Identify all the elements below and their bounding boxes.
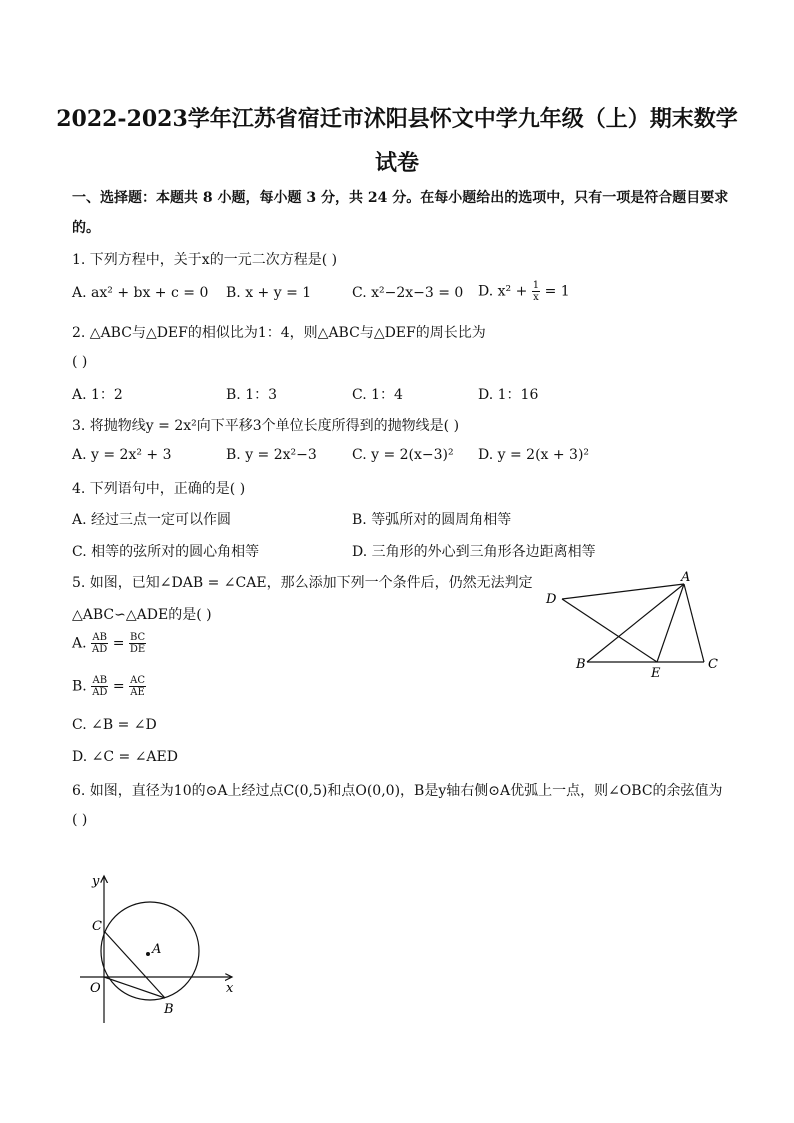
question-3-stem: 3. 将抛物线y = 2x²向下平移3个单位长度所得到的抛物线是( ) xyxy=(72,418,460,434)
q5-option-a-prefix: A. xyxy=(72,635,92,652)
q1-option-c: C. x²−2x−3 = 0 xyxy=(352,285,464,301)
label-y: y xyxy=(92,874,100,889)
q5-option-a: A. $\frac{AB}{AD}$ = $\frac{BC}{DE}$ xyxy=(72,632,146,655)
fraction-numerator: AB xyxy=(92,632,107,643)
label-C: C xyxy=(92,919,102,934)
fraction-denominator: DE xyxy=(129,644,146,655)
question-5-stem: 5. 如图，已知∠DAB = ∠CAE，那么添加下列一个条件后，仍然无法判定 xyxy=(72,575,533,591)
q1-option-d-suffix: = 1 xyxy=(540,283,570,300)
question-2-paren: ( ) xyxy=(72,354,88,370)
q2-option-a: A. 1：2 xyxy=(72,387,123,403)
page-title: 2022-2023学年江苏省宿迁市沭阳县怀文中学九年级（上）期末数学 xyxy=(56,106,738,132)
question-2-stem: 2. △ABC与△DEF的相似比为1：4，则△ABC与△DEF的周长比为 xyxy=(72,325,486,341)
q5-a-fraction-left xyxy=(91,632,108,655)
q5-b-fraction-left xyxy=(91,675,108,698)
center-point-A xyxy=(146,952,150,956)
segment-AB xyxy=(587,584,684,662)
q2-option-d: D. 1：16 xyxy=(478,387,539,403)
q5-option-d: D. ∠C = ∠AED xyxy=(72,749,178,765)
segment-DE xyxy=(562,599,657,662)
label-A: A xyxy=(681,570,691,585)
fraction-numerator: AC xyxy=(130,675,145,686)
q1-option-b: B. x + y = 1 xyxy=(226,285,312,301)
fraction-numerator: AB xyxy=(92,675,108,686)
label-B: B xyxy=(164,1002,174,1017)
q5-b-fraction-right xyxy=(129,675,146,698)
question-4-stem: 4. 下列语句中，正确的是( ) xyxy=(72,481,246,497)
q3-option-d: D. y = 2(x + 3)² xyxy=(478,447,590,463)
label-C: C xyxy=(708,657,718,672)
fraction-denominator: AD xyxy=(92,687,108,698)
q3-option-b: B. y = 2x²−3 xyxy=(226,447,317,463)
label-A: A xyxy=(152,942,162,957)
fraction-denominator: AD xyxy=(92,644,108,655)
q4-option-d: D. 三角形的外心到三角形各边距离相等 xyxy=(352,544,596,560)
q1-option-d-prefix: D. x² + xyxy=(478,283,532,300)
q5-a-fraction-right xyxy=(129,632,146,655)
label-D: D xyxy=(546,592,557,607)
segment-AE xyxy=(657,584,684,662)
fraction-numerator: BC xyxy=(129,632,146,643)
question-6-paren: ( ) xyxy=(72,812,88,828)
label-E: E xyxy=(651,666,661,681)
segment-AC xyxy=(684,584,704,662)
q3-option-a: A. y = 2x² + 3 xyxy=(72,447,172,463)
question-5-stem-continued: △ABC∽△ADE的是( ) xyxy=(72,607,212,623)
circle-A xyxy=(101,902,199,1000)
fraction-numerator: 1 xyxy=(532,280,540,291)
q5-option-b-prefix: B. xyxy=(72,678,92,695)
q4-option-a: A. 经过三点一定可以作圆 xyxy=(72,512,232,528)
q4-option-b: B. 等弧所对的圆周角相等 xyxy=(352,512,512,528)
section-heading: 一、选择题：本题共 8 小题，每小题 3 分，共 24 分。在每小题给出的选项中，只有一项是符合题目要求 xyxy=(72,190,729,206)
q6-circle-figure xyxy=(80,868,250,1028)
q5-option-b: B. $\frac{AB}{AD}$ = $\frac{AC}{AE}$ xyxy=(72,675,145,698)
section-heading-continued: 的。 xyxy=(72,220,100,236)
q1-option-d xyxy=(478,280,570,303)
q5-option-c: C. ∠B = ∠D xyxy=(72,717,157,733)
q2-option-c: C. 1：4 xyxy=(352,387,403,403)
label-O: O xyxy=(90,981,101,996)
fraction-denominator: AE xyxy=(130,687,145,698)
q2-option-b: B. 1：3 xyxy=(226,387,278,403)
segment-DA xyxy=(562,584,684,599)
question-1-stem: 1. 下列方程中，关于x的一元二次方程是( ) xyxy=(72,252,338,268)
q1-option-a: A. ax² + bx + c = 0 xyxy=(72,285,209,301)
q5-triangle-figure xyxy=(540,568,730,683)
fraction-denominator: x xyxy=(533,292,539,303)
label-x: x xyxy=(226,981,234,996)
q4-option-c: C. 相等的弦所对的圆心角相等 xyxy=(72,544,260,560)
label-B: B xyxy=(576,657,586,672)
q1-option-d-fraction xyxy=(532,280,540,303)
question-6-stem: 6. 如图，直径为10的⊙A上经过点C(0,5)和点O(0,0)，B是y轴右侧⊙A优弧上一点，则∠OBC的余弦值为 xyxy=(72,783,723,799)
q3-option-c: C. y = 2(x−3)² xyxy=(352,447,454,463)
page-title-continued: 试卷 xyxy=(374,150,419,176)
